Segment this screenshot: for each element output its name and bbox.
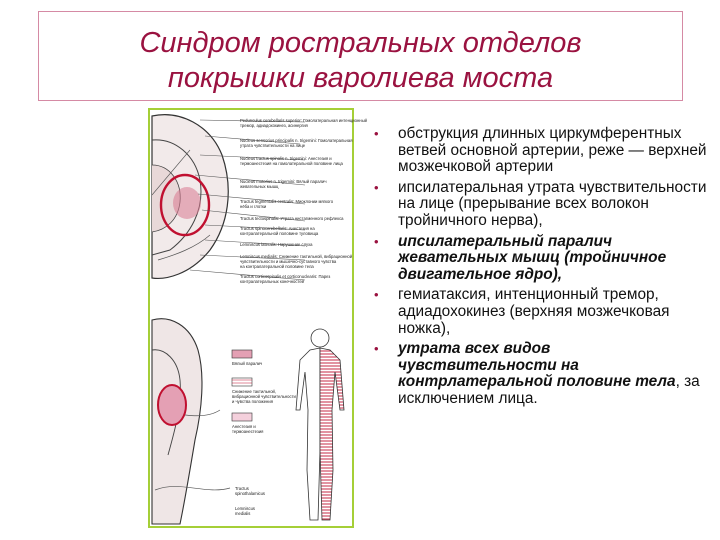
bullet-item-3 <box>368 234 713 284</box>
legend-label-3: Анестезия и <box>232 424 256 429</box>
bullet-text-5-tail: , за исключением лица. <box>398 373 700 407</box>
bullet-text-3: ипсилатеральный паралич жевательных мышц (тройничное двигательное ядро), <box>398 232 667 283</box>
legend-label-2: Снижение тактильной, <box>232 389 277 394</box>
pons-cross-section <box>152 115 228 279</box>
svg-text:чувствительности и мышечно-сус: чувствительности и мышечно-суставного чувства <box>240 259 337 264</box>
fig-label-10: Tractus corticospinalis et corticonuclearis: Парез <box>240 274 331 279</box>
bottom-label-1: Tractus <box>235 486 249 491</box>
fig-label-6: Tractus tectospinalis: Утрата нистагменного рефлекса <box>240 216 344 221</box>
bullet-text-1: обструкция длинных циркумферентных ветвей основной артерии, реже — верхней мозжечковой артерии <box>398 125 707 176</box>
bullet-icon: • <box>374 179 379 195</box>
legend-swatch-sensory <box>232 378 252 386</box>
svg-text:на контралатеральной половине: на контралатеральной половине тела <box>240 264 314 269</box>
fig-label-8: Lemniscus lateralis: Нарушение слуха <box>240 242 313 247</box>
fig-label-3: Nucleus tractus spinalis n. trigemini: Анестезия и <box>240 156 332 161</box>
svg-text:термоанестезия: термоанестезия <box>232 429 264 434</box>
lesion-outline-lower <box>158 385 186 425</box>
svg-text:и чувства положения: и чувства положения <box>232 399 273 404</box>
legend-label-1: Вялый паралич <box>232 361 263 366</box>
anatomy-figure <box>148 108 367 528</box>
svg-text:вибрационной чувствительности: вибрационной чувствительности <box>232 394 296 399</box>
svg-text:утрата чувствительности на лиц: утрата чувствительности на лице <box>240 143 306 148</box>
fig-label-9: Lemniscus medialis: Снижение тактильной, вибрационной <box>240 254 353 259</box>
fig-label-2: Nucleus sensorius principalis n. trigemini: Гомолатеральная <box>240 138 353 143</box>
fig-label-1: Pedunculus cerebellaris superior: Гомолатеральная интенционный <box>240 118 367 123</box>
fig-label-4: Nucleus motorius n. trigemini: Вялый паралич <box>240 179 327 184</box>
title-line-1: Синдром ростральных отделов <box>139 27 582 59</box>
bullet-item-2 <box>368 180 713 230</box>
title-line-2: покрышки варолиева моста <box>167 62 554 94</box>
bullet-text-5: утрата всех видов чувствительности на контрлатеральной половине тела <box>398 340 676 391</box>
svg-text:контралатеральных конечностей: контралатеральных конечностей <box>240 279 305 284</box>
bullet-item-1 <box>368 126 713 176</box>
title-box <box>38 11 683 101</box>
legend-swatch-paralysis <box>232 350 252 358</box>
bullet-icon: • <box>374 126 379 141</box>
svg-text:нёба и глотки: нёба и глотки <box>240 204 267 209</box>
svg-text:spinothalamicus: spinothalamicus <box>235 491 266 496</box>
brainstem-sagittal <box>152 319 230 524</box>
bullet-icon: • <box>374 287 379 303</box>
bullet-icon: • <box>374 341 379 357</box>
body-diagram <box>296 329 344 520</box>
body-right-half <box>320 348 344 520</box>
fig-label-7: Tractus spinocerebellaris: Анестезия на <box>240 226 315 231</box>
svg-text:контралатеральной половине тул: контралатеральной половине туловища <box>240 231 319 236</box>
figure-labels <box>240 118 368 284</box>
svg-text:жевательных мышц: жевательных мышц <box>240 184 279 189</box>
figure-legend <box>232 350 297 516</box>
bullet-text-4: гемиатаксия, интенционный тремор, адиадохокинез (верхняя мозжечковая ножка), <box>398 286 670 337</box>
symptom-list <box>368 126 713 412</box>
bullet-item-4 <box>368 287 713 337</box>
fig-label-5: Tractus tegmentalis centralis: Миоклонии мягкого <box>240 199 334 204</box>
bullet-icon: • <box>374 233 379 249</box>
body-left-half <box>296 348 320 520</box>
bullet-item-5 <box>368 341 713 407</box>
svg-text:термоанестезия на гомолатераль: термоанестезия на гомолатеральной половине лица <box>240 161 343 166</box>
svg-text:medialis: medialis <box>235 511 251 516</box>
bullet-text-2: ипсилатеральная утрата чувствительности на лице (прерывание всех волокон тройничного нерва), <box>398 178 707 229</box>
legend-swatch-anesthesia <box>232 413 252 421</box>
slide-title <box>39 26 682 96</box>
bottom-label-2: Lemniscus <box>235 506 256 511</box>
anatomy-illustration <box>150 110 367 526</box>
body-head <box>311 329 329 347</box>
svg-text:тремор, адиадохокинез, асинерг: тремор, адиадохокинез, асинергия <box>240 123 308 128</box>
